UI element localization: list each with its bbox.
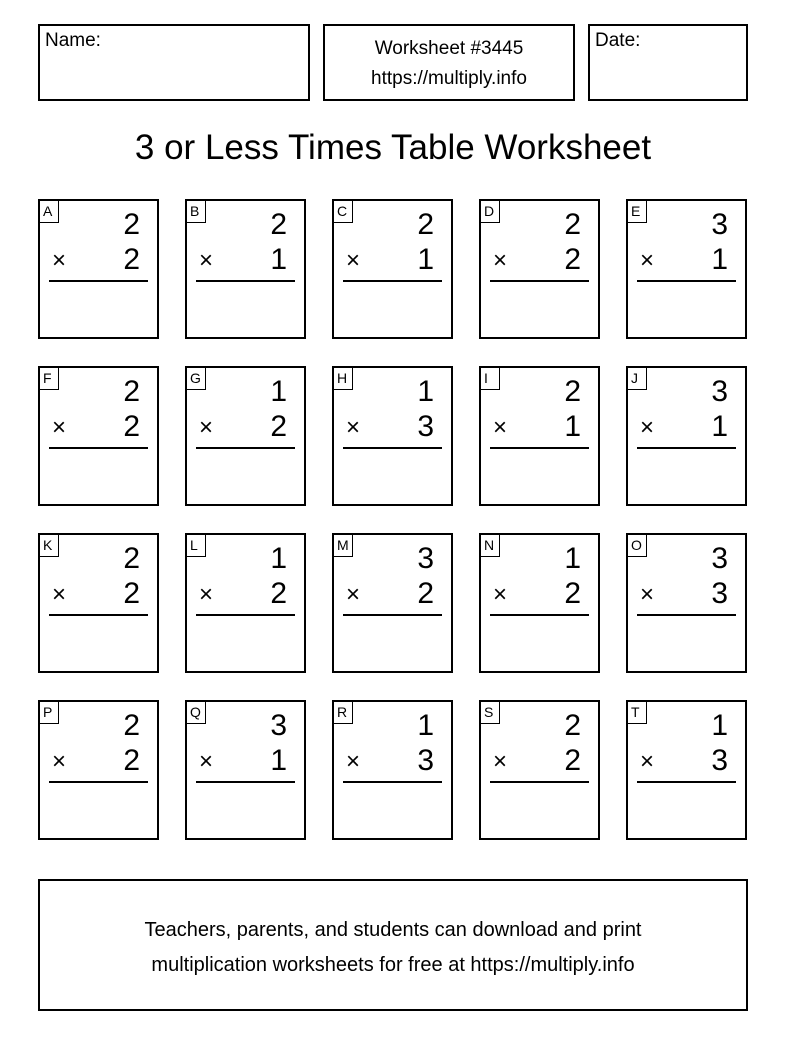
times-sign: × — [52, 748, 67, 775]
footer-line-2: multiplication worksheets for free at https://multiply.info — [151, 954, 635, 976]
problem-card[interactable] — [479, 700, 600, 840]
answer-line — [490, 614, 589, 616]
problem-card[interactable] — [185, 199, 306, 339]
multiplicand: 1 — [564, 542, 581, 575]
worksheet-number: Worksheet #3445 — [374, 38, 524, 59]
multiplicand: 2 — [123, 375, 140, 408]
problem-letter: N — [481, 535, 500, 557]
problem-letter: H — [334, 368, 353, 390]
multiplicand: 3 — [711, 375, 728, 408]
times-sign: × — [199, 581, 214, 608]
times-sign: × — [493, 581, 508, 608]
multiplicand: 2 — [564, 208, 581, 241]
problem-card[interactable] — [185, 366, 306, 506]
date-field[interactable] — [588, 24, 748, 101]
problem-card[interactable] — [626, 700, 747, 840]
problem-letter: F — [40, 368, 59, 390]
worksheet-url: https://multiply.info — [371, 68, 527, 89]
multiplier: 2 — [123, 243, 140, 276]
multiplier: 1 — [711, 410, 728, 443]
problem-card[interactable] — [38, 700, 159, 840]
multiplicand: 2 — [417, 208, 434, 241]
problem-letter: T — [628, 702, 647, 724]
multiplier: 2 — [123, 577, 140, 610]
multiplier: 3 — [417, 410, 434, 443]
problem-card[interactable] — [626, 199, 747, 339]
multiplicand: 3 — [270, 709, 287, 742]
times-sign: × — [640, 247, 655, 274]
multiplier: 2 — [270, 410, 287, 443]
answer-line — [196, 781, 295, 783]
times-sign: × — [640, 414, 655, 441]
problem-letter: E — [628, 201, 647, 223]
multiplicand: 3 — [711, 208, 728, 241]
problem-letter: L — [187, 535, 206, 557]
multiplicand: 3 — [711, 542, 728, 575]
multiplier: 3 — [417, 744, 434, 777]
times-sign: × — [346, 414, 361, 441]
problem-card[interactable] — [38, 533, 159, 673]
multiplicand: 2 — [270, 208, 287, 241]
problem-letter: D — [481, 201, 500, 223]
multiplicand: 1 — [270, 375, 287, 408]
answer-line — [637, 614, 736, 616]
footer-box — [38, 879, 748, 1011]
times-sign: × — [493, 414, 508, 441]
times-sign: × — [346, 581, 361, 608]
answer-line — [343, 447, 442, 449]
problem-letter: J — [628, 368, 647, 390]
problem-letter: B — [187, 201, 206, 223]
problem-letter: Q — [187, 702, 206, 724]
problem-letter: P — [40, 702, 59, 724]
multiplicand: 2 — [123, 208, 140, 241]
answer-line — [196, 447, 295, 449]
answer-line — [196, 280, 295, 282]
problem-card[interactable] — [38, 366, 159, 506]
page-title: 3 or Less Times Table Worksheet — [134, 128, 652, 167]
multiplicand: 1 — [711, 709, 728, 742]
problem-card[interactable] — [332, 533, 453, 673]
multiplier: 1 — [270, 744, 287, 777]
answer-line — [49, 447, 148, 449]
answer-line — [49, 781, 148, 783]
name-label: Name: — [45, 30, 101, 51]
problem-card[interactable] — [185, 700, 306, 840]
problem-letter: A — [40, 201, 59, 223]
answer-line — [637, 781, 736, 783]
multiplier: 1 — [564, 410, 581, 443]
times-sign: × — [346, 748, 361, 775]
problem-letter: G — [187, 368, 206, 390]
multiplicand: 2 — [564, 375, 581, 408]
multiplier: 2 — [564, 243, 581, 276]
multiplier: 1 — [417, 243, 434, 276]
multiplier: 2 — [270, 577, 287, 610]
multiplicand: 2 — [123, 542, 140, 575]
answer-line — [343, 280, 442, 282]
problem-card[interactable] — [479, 366, 600, 506]
answer-line — [637, 447, 736, 449]
date-label: Date: — [595, 30, 641, 51]
answer-line — [196, 614, 295, 616]
multiplier: 3 — [711, 577, 728, 610]
multiplier: 2 — [123, 744, 140, 777]
problem-letter: O — [628, 535, 647, 557]
multiplier: 1 — [711, 243, 728, 276]
answer-line — [490, 280, 589, 282]
multiplicand: 3 — [417, 542, 434, 575]
answer-line — [343, 781, 442, 783]
times-sign: × — [199, 247, 214, 274]
multiplicand: 1 — [417, 375, 434, 408]
times-sign: × — [493, 247, 508, 274]
times-sign: × — [346, 247, 361, 274]
multiplier: 3 — [711, 744, 728, 777]
answer-line — [49, 280, 148, 282]
times-sign: × — [199, 748, 214, 775]
answer-line — [637, 280, 736, 282]
times-sign: × — [52, 414, 67, 441]
times-sign: × — [52, 247, 67, 274]
multiplier: 1 — [270, 243, 287, 276]
problem-letter: R — [334, 702, 353, 724]
problem-card[interactable] — [38, 199, 159, 339]
worksheet-info-box — [323, 24, 575, 101]
times-sign: × — [640, 581, 655, 608]
multiplicand: 1 — [417, 709, 434, 742]
problem-card[interactable] — [332, 366, 453, 506]
answer-line — [490, 447, 589, 449]
answer-line — [343, 614, 442, 616]
multiplier: 2 — [123, 410, 140, 443]
answer-line — [49, 614, 148, 616]
answer-line — [490, 781, 589, 783]
times-sign: × — [640, 748, 655, 775]
problem-letter: C — [334, 201, 353, 223]
problem-card[interactable] — [332, 199, 453, 339]
multiplier: 2 — [564, 744, 581, 777]
problem-card[interactable] — [332, 700, 453, 840]
multiplicand: 2 — [123, 709, 140, 742]
problem-card[interactable] — [185, 533, 306, 673]
multiplicand: 1 — [270, 542, 287, 575]
problem-card[interactable] — [479, 199, 600, 339]
multiplicand: 2 — [564, 709, 581, 742]
multiplier: 2 — [417, 577, 434, 610]
problem-letter: I — [481, 368, 500, 390]
times-sign: × — [493, 748, 508, 775]
name-field[interactable] — [38, 24, 310, 101]
problem-card[interactable] — [626, 533, 747, 673]
times-sign: × — [52, 581, 67, 608]
problem-card[interactable] — [479, 533, 600, 673]
problem-card[interactable] — [626, 366, 747, 506]
multiplier: 2 — [564, 577, 581, 610]
problem-letter: M — [334, 535, 353, 557]
problem-letter: S — [481, 702, 500, 724]
problem-letter: K — [40, 535, 59, 557]
footer-line-1: Teachers, parents, and students can download and print — [144, 919, 642, 941]
times-sign: × — [199, 414, 214, 441]
